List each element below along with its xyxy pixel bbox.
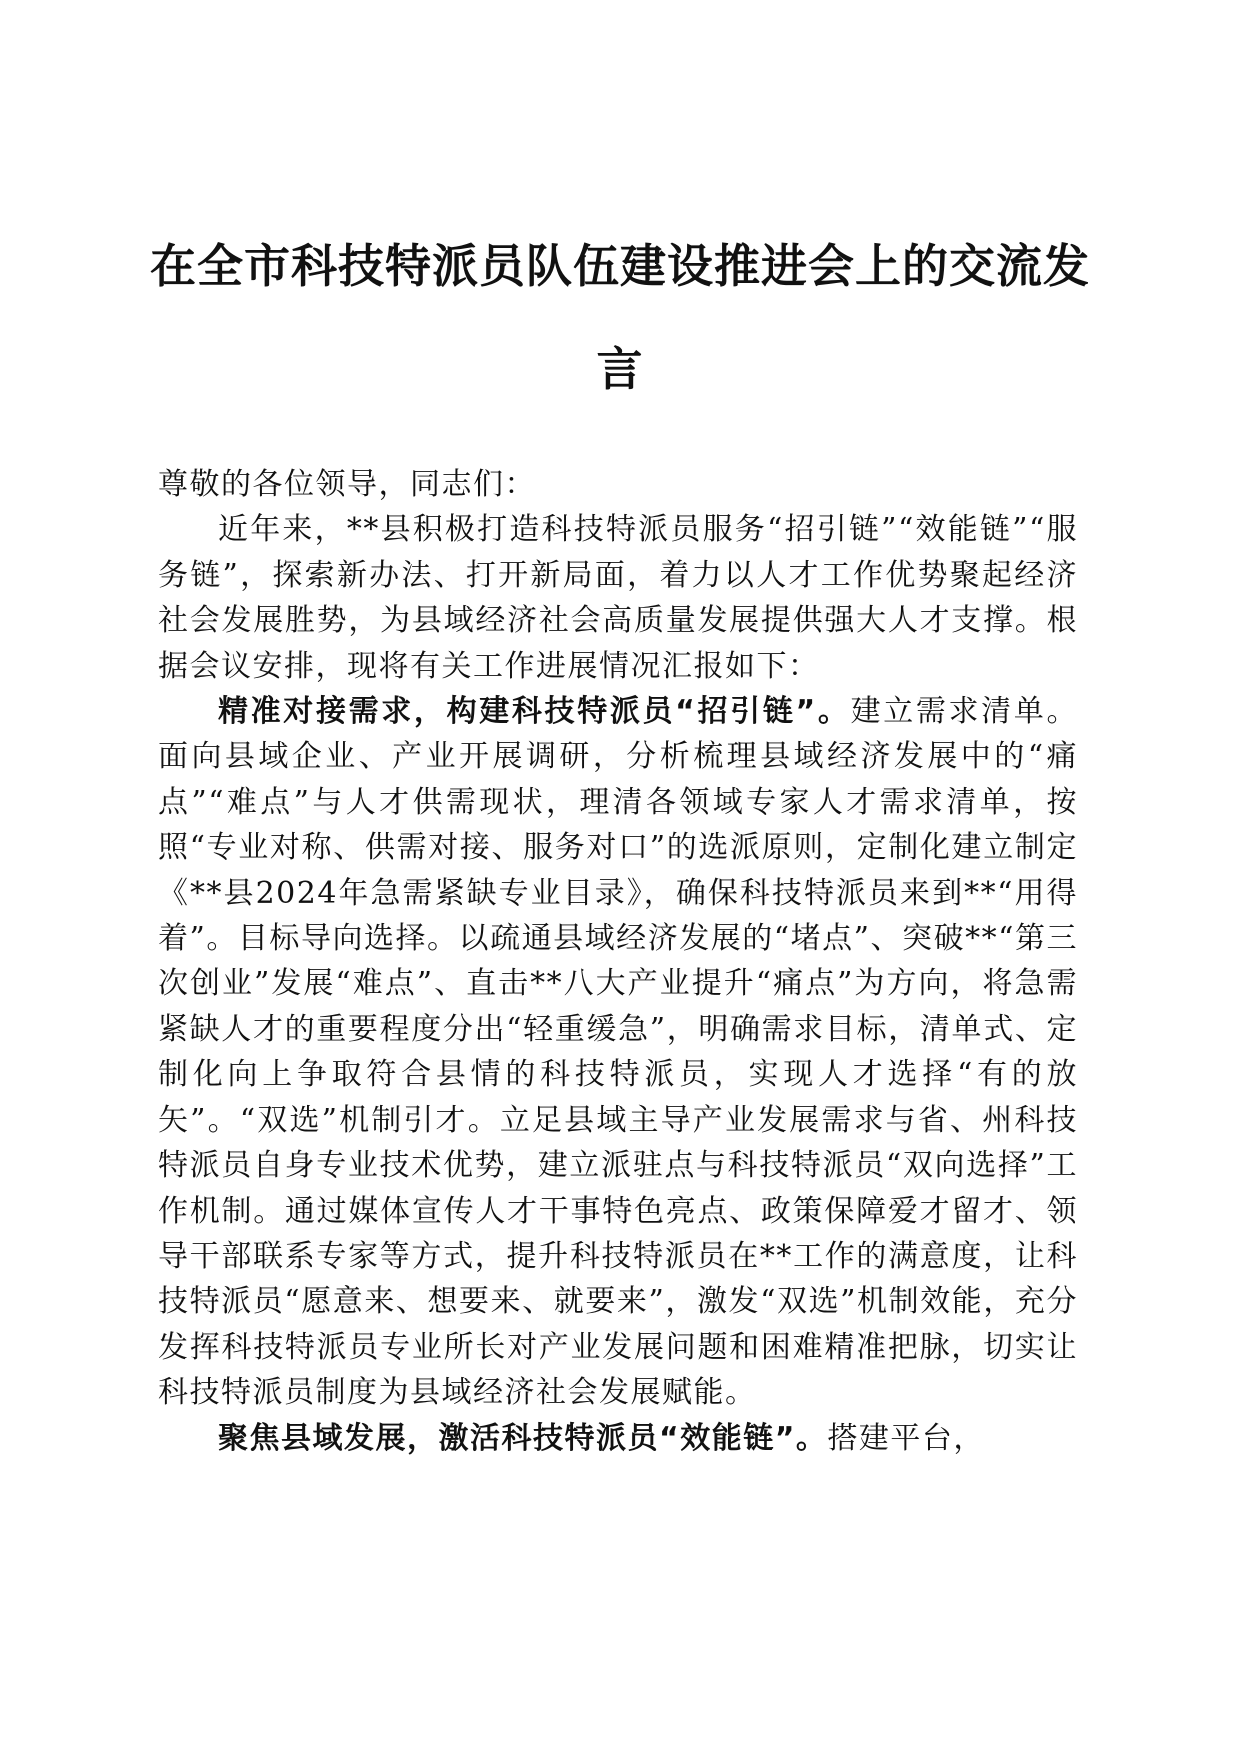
salutation: 尊敬的各位领导，同志们： <box>158 467 536 502</box>
document-title: 在全市科技特派员队伍建设推进会上的交流发言 <box>150 239 1090 396</box>
intro-paragraph: 近年来，**县积极打造科技特派员服务“招引链”“效能链”“服务链”，探索新办法、打开新局面，着力以人才工作优势聚起经济社会发展胜势，为县域经济社会高质量发展提供强大人才支撑。根据会议安排，现将有关工作进展情况汇报如下： <box>158 512 1078 684</box>
section-1-text: 建立需求清单。面向县域企业、产业开展调研，分析梳理县域经济发展中的“痛点”“难点”与人才供需现状，理清各领域专家人才需求清单，按照“专业对称、供需对接、服务对口”的选派原则，定制化建立制定《**县2024年急需紧缺专业目录》，确保科技特派员来到**“用得着”。目标导向选择。以疏通县域经济发展的“堵点”、突破**“第三次创业”发展“难点”、直击**八大产业提升“痛点”为方向，将急需紧缺人才的重要程度分出“轻重缓急”，明确需求目标，清单式、定制化向上争取符合县情的科技特派员，实现人才选择“有的放矢”。“双选”机制引才。立足县域主导产业发展需求与省、州科技特派员自身专业技术优势，建立派驻点与科技特派员“双向选择”工作机制。通过媒体宣传人才干事特色亮点、政策保障爱才留才、领导干部联系专家等方式，提升科技特派员在**工作的满意度，让科技特派员“愿意来、想要来、就要来”，激发“双选”机制效能，充分发挥科技特派员专业所长对产业发展问题和困难精准把脉，切实让科技特派员制度为县域经济社会发展赋能。 <box>158 694 1078 1411</box>
section-1-heading: 精准对接需求，构建科技特派员“招引链”。 <box>218 694 851 730</box>
section-2-text: 搭建平台， <box>827 1420 985 1456</box>
section-1-paragraph <box>158 689 1078 1416</box>
section-2-heading: 聚焦县域发展，激活科技特派员“效能链”。 <box>218 1420 828 1456</box>
section-2-paragraph <box>158 1416 1078 1461</box>
document-body <box>158 462 1078 1461</box>
